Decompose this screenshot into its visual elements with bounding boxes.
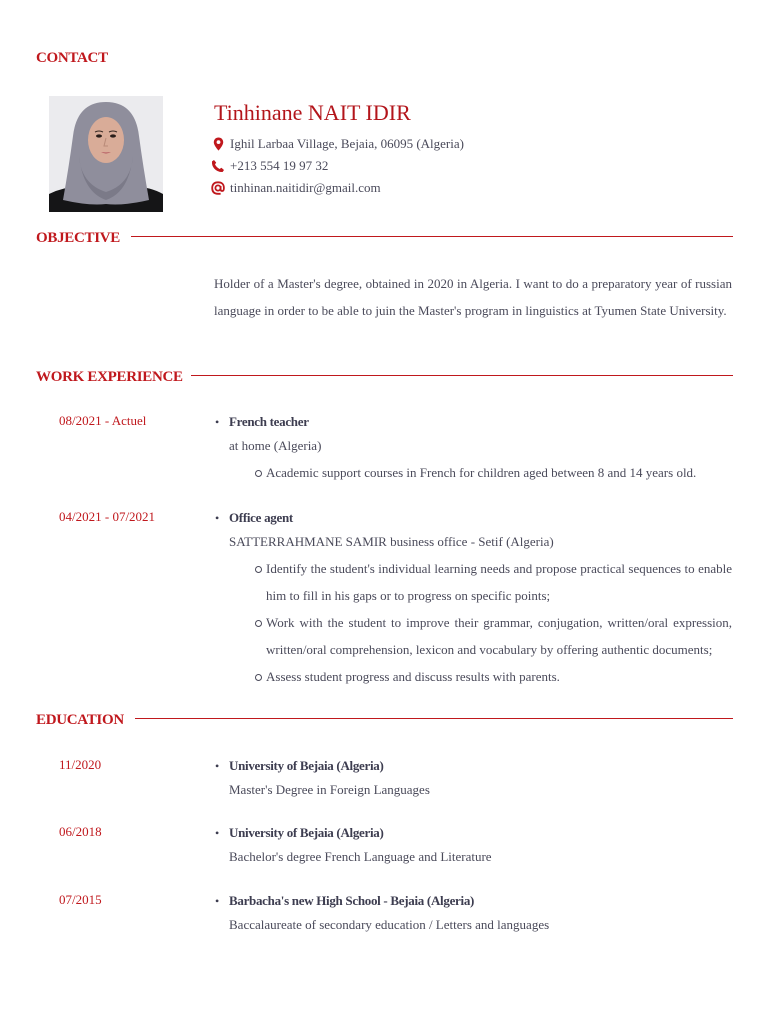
duty-item: Identify the student's individual learning needs and propose practical sequences to enable him to fill in his gaps or to progress on specific points;: [266, 555, 732, 609]
profile-photo: [49, 96, 163, 212]
education-date: 07/2015: [59, 892, 102, 907]
job-location: SATTERRAHMANE SAMIR business office - Setif (Algeria): [229, 534, 554, 549]
location-pin-icon: [210, 136, 226, 152]
job-duties: [214, 555, 732, 690]
job-title: • French teacher: [214, 413, 732, 431]
job-title: • Office agent: [214, 509, 732, 527]
job-location: at home (Algeria): [229, 438, 322, 453]
job-duties: [214, 459, 732, 486]
work-date: 08/2021 - Actuel: [59, 413, 147, 428]
objective-heading: OBJECTIVE: [36, 230, 120, 246]
address-line: [210, 136, 464, 152]
education-entry: [214, 757, 732, 803]
work-entry: [214, 509, 732, 690]
education-heading: EDUCATION: [36, 712, 124, 728]
school-name: • University of Bejaia (Algeria): [214, 757, 732, 775]
degree-name: Baccalaureate of secondary education / Letters and languages: [229, 917, 550, 932]
at-sign-icon: [210, 180, 226, 196]
education-divider: [135, 718, 733, 719]
contact-heading: CONTACT: [36, 50, 108, 66]
work-entry: [214, 413, 732, 486]
work-date: 04/2021 - 07/2021: [59, 509, 156, 524]
email-line: [210, 180, 381, 196]
phone-icon: [210, 158, 226, 174]
education-date: 06/2018: [59, 824, 102, 839]
objective-text: Holder of a Master's degree, obtained in 2020 in Algeria. I want to do a preparatory year of russian language in order to be able to juin the Master's program in linguistics at Tyumen State University.: [214, 276, 732, 318]
email-text[interactable]: tinhinan.naitidir@gmail.com: [230, 180, 381, 195]
education-entry: [214, 892, 732, 938]
duty-item: Work with the student to improve their grammar, conjugation, written/oral expression, written/oral comprehension, lexicon and vocabulary by offering authentic documents;: [266, 609, 732, 663]
school-name: • Barbacha's new High School - Bejaia (Algeria): [214, 892, 732, 910]
education-entry: [214, 824, 732, 870]
degree-name: Master's Degree in Foreign Languages: [229, 782, 430, 797]
education-date: 11/2020: [59, 757, 102, 772]
duty-item: Academic support courses in French for children aged between 8 and 14 years old.: [266, 459, 732, 486]
candidate-name: Tinhinane NAIT IDIR: [214, 100, 411, 125]
phone-line: [210, 158, 328, 174]
work-experience-heading: WORK EXPERIENCE: [36, 369, 183, 385]
objective-divider: [131, 236, 733, 237]
degree-name: Bachelor's degree French Language and Literature: [229, 849, 492, 864]
work-experience-divider: [191, 375, 733, 376]
phone-text: +213 554 19 97 32: [230, 158, 329, 173]
school-name: • University of Bejaia (Algeria): [214, 824, 732, 842]
duty-item: Assess student progress and discuss results with parents.: [266, 663, 732, 690]
address-text: Ighil Larbaa Village, Bejaia, 06095 (Algeria): [230, 136, 464, 151]
